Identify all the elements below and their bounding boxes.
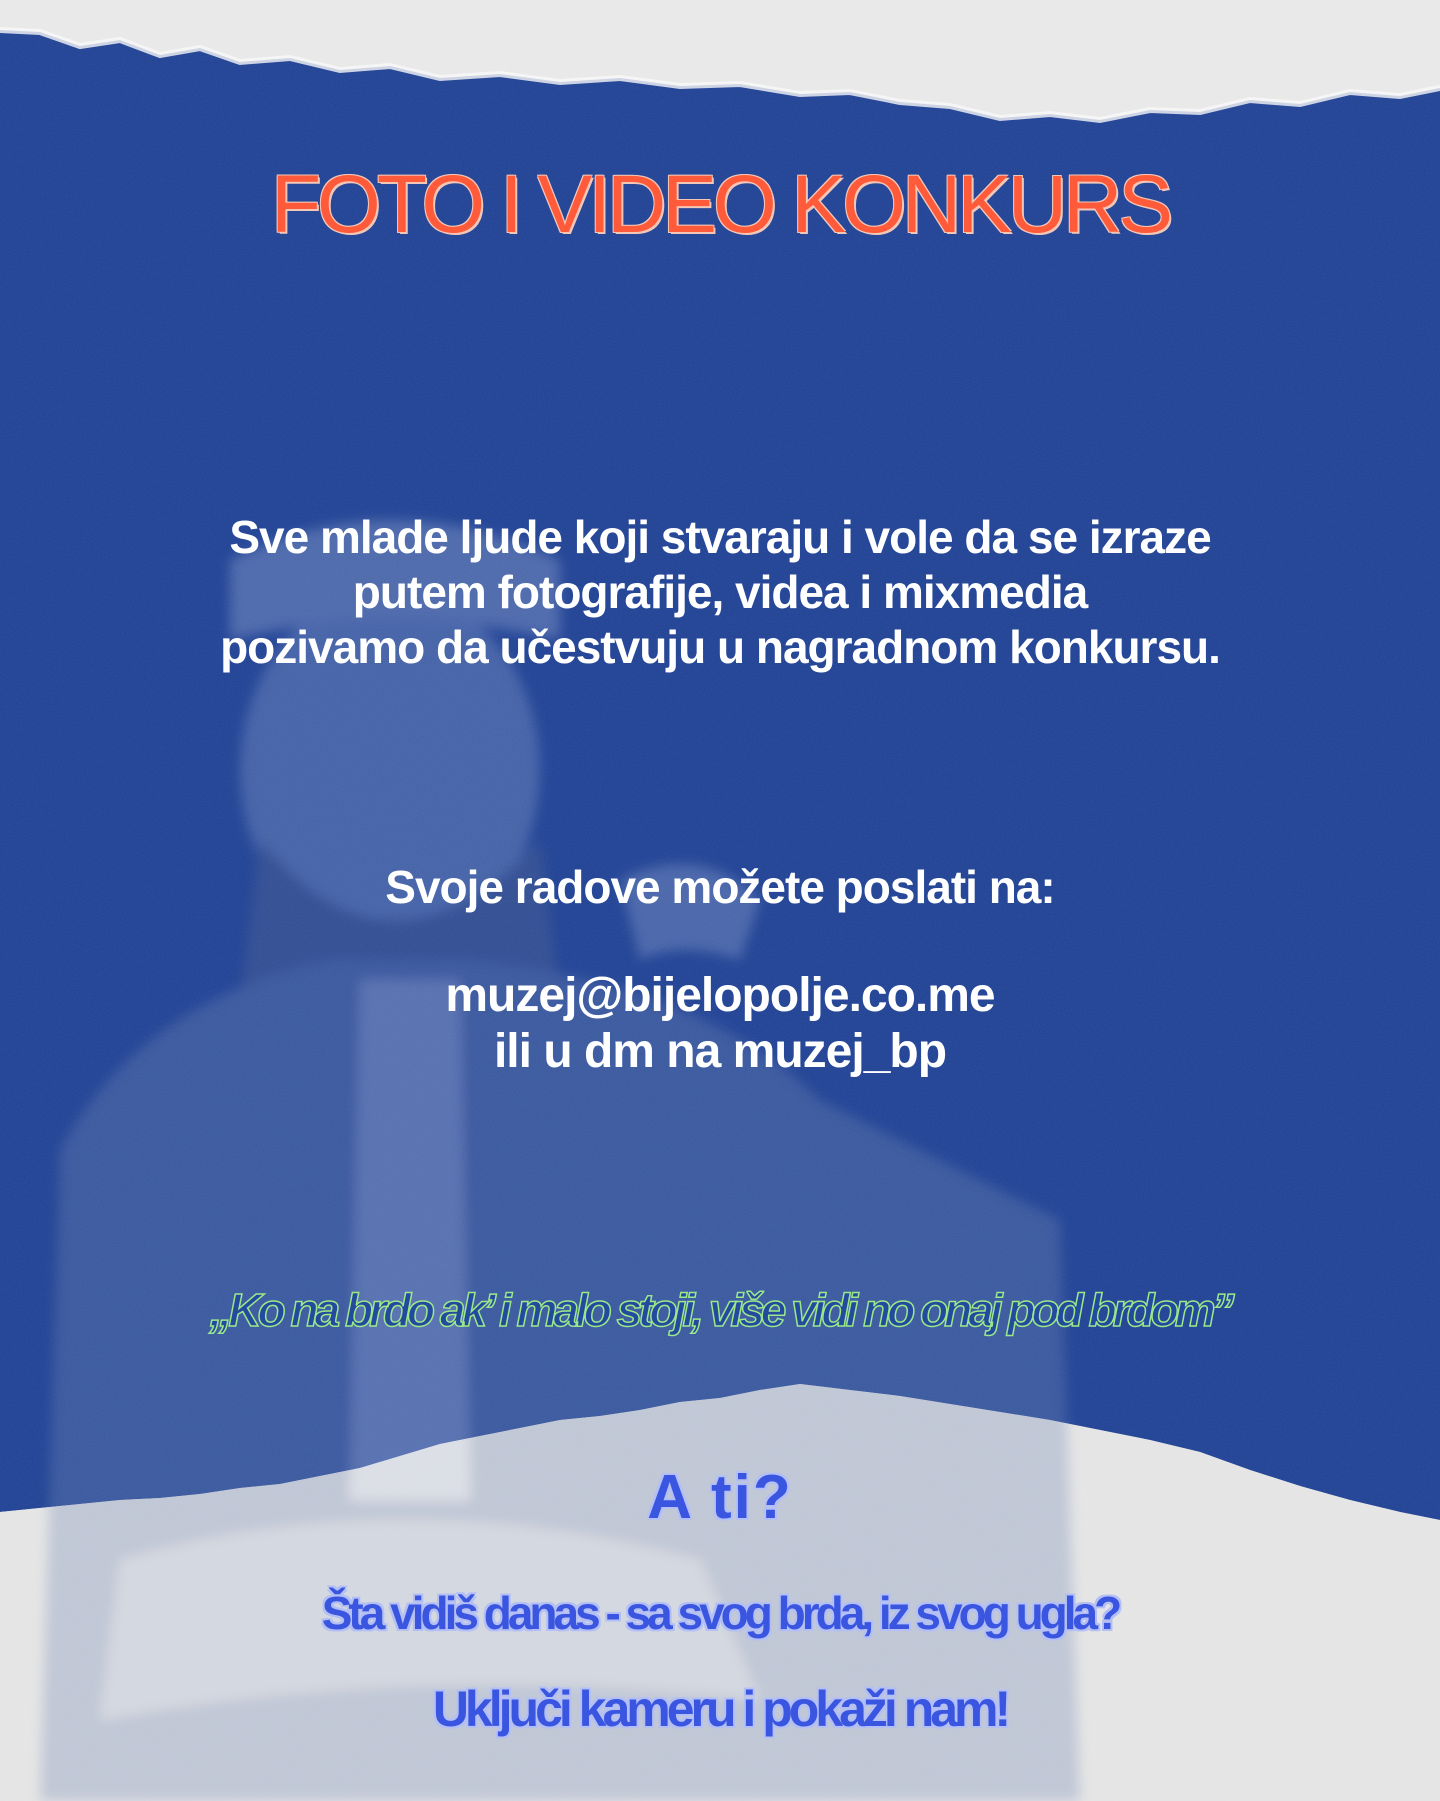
question-heading: A ti? [647,1463,793,1532]
call-to-action: Uključi kameru i pokaži nam! [432,1681,1008,1737]
contact-dm: ili u dm na muzej_bp [493,1025,947,1078]
send-label: Svoje radove možete poslati na: [385,861,1055,913]
intro-line-1: Sve mlade ljude koji stvaraju i vole da se izraze [229,511,1211,563]
intro-line-3: pozivamo da učestvuju u nagradnom konkursu. [220,621,1220,673]
poster-title: FOTO I VIDEO KONKURS [270,159,1170,250]
contact-email: muzej@bijelopolje.co.me [445,969,995,1022]
intro-line-2: putem fotografije, videa i mixmedia [352,566,1088,618]
proverb-quote: „Ko na brdo ak’ i malo stoji, više vidi no onaj pod brdom” [209,1284,1231,1336]
sub-question: Šta vidiš danas - sa svog brda, iz svog ugla? [321,1587,1119,1639]
